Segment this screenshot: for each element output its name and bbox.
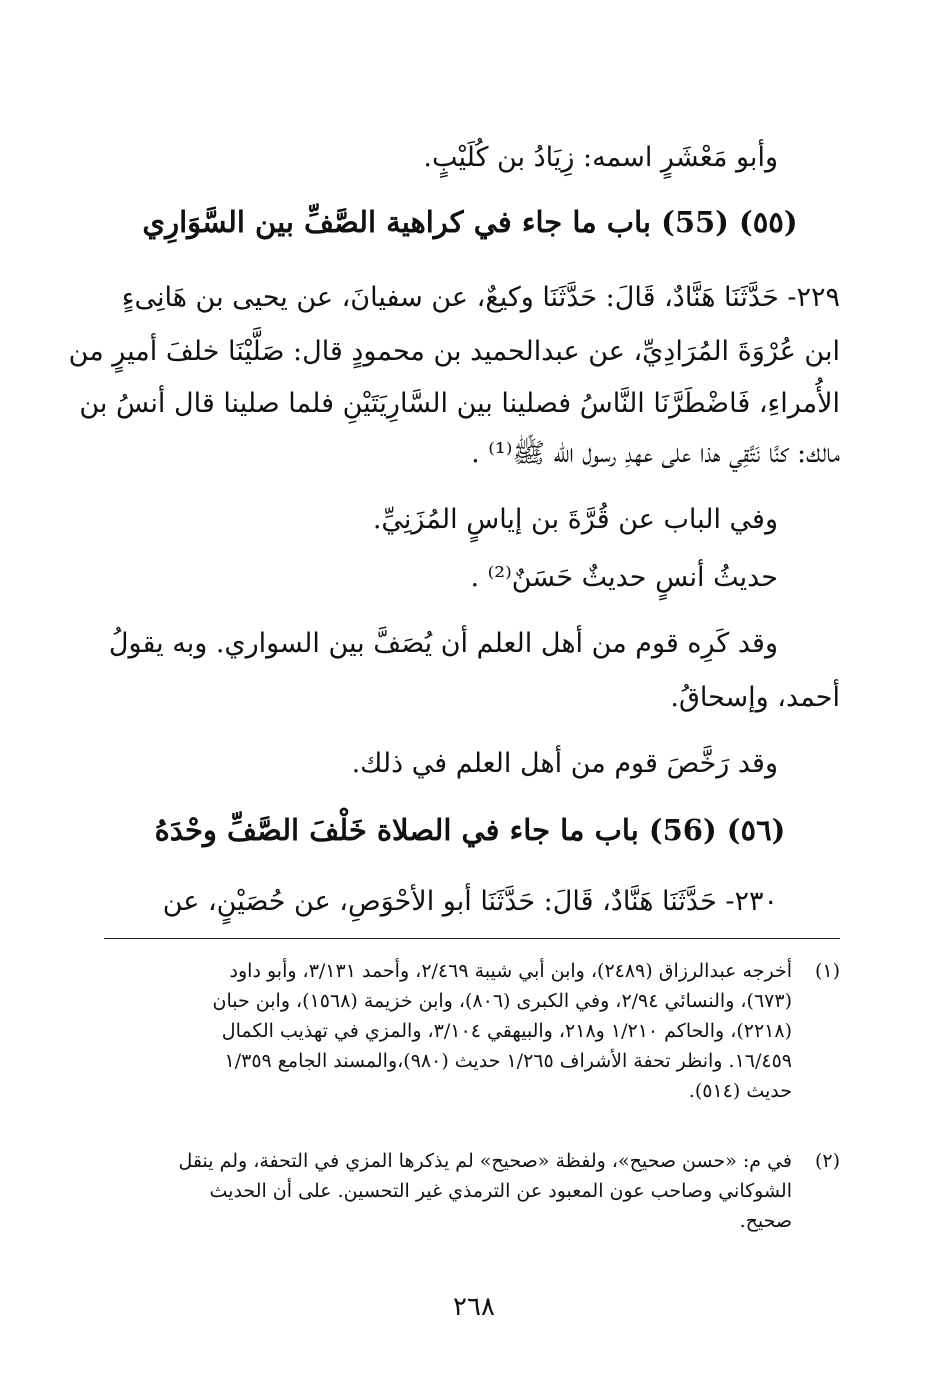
footnote-2-number: (٢) [814,1150,840,1172]
karaha-line-2: أحمد، وإسحاقُ. [670,682,840,713]
bab-line: وفي الباب عن قُرَّةَ بن إياسٍ المُزَنِيِّ. [372,504,778,535]
footnote-2-line-3: صحيح. [739,1210,792,1232]
footnote-2 [100,1146,840,1236]
chapter-55-heading: (٥٥) (55) باب ما جاء في كراهية الصَّفِّ بين السَّوَارِي [142,205,798,239]
footnote-divider [104,938,840,939]
footnote-2-line-1: في م: «حسن صحيح»، ولفظة «صحيح» لم يذكرها المزي في التحفة، ولم ينقل [178,1150,792,1172]
footnote-1-line-1: أخرجه عبدالرزاق (٢٤٨٩)، وابن أبي شيبة ٢/٤٦٩، وأحمد ٣/١٣١، وأبو داود [229,960,792,982]
page-number: ٢٦٨ [453,1292,495,1322]
chapter-56-heading: (٥٦) (56) باب ما جاء في الصلاة خَلْفَ الصَّفِّ وحْدَهُ [154,813,786,847]
footnote-1-line-4: ١٦/٤٥٩. وانظر تحفة الأشراف ١/٢٦٥ حديث (٩٨٠)،والمسند الجامع ١/٣٥٩ [224,1050,792,1072]
intro-line: وأبو مَعْشَرٍ اسمه: زِيَادُ بن كُلَيْبٍ. [423,142,778,173]
rukhsa-line: وقد رَخَّصَ قوم من أهل العلم في ذلك. [351,748,778,779]
hadith-229-line-1: ٢٢٩- حَدَّثَنَا هَنَّادٌ، قَالَ: حَدَّثَنَا وكيعٌ، عن سفيانَ، عن يحيى بن هَانِىءٍ [121,282,840,313]
hadith-229-line-4: مالك: كنَّا نَتَّقِي هذا على عهدِ رسول الله ﷺ⁽¹⁾ . [471,438,840,469]
hadith-230-line-1: ٢٣٠- حَدَّثَنَا هَنَّادٌ، قَالَ: حَدَّثَنَا أبو الأحْوَصِ، عن حُصَيْنٍ، عن [162,886,778,917]
hadith-229-line-3: الأُمراءِ، فَاضْطَرَّنَا النَّاسُ فصلينا بين السَّارِيَتَيْنِ فلما صلينا قال أنسُ بن [79,388,840,419]
grade-line: حديثُ أنسٍ حديثٌ حَسَنٌ⁽²⁾ . [470,562,778,593]
hadith-229-line-2: ابن عُرْوَةَ المُرَادِيِّ، عن عبدالحميد بن محمودٍ قال: صَلَّيْنَا خلفَ أميرٍ من [68,336,840,367]
footnote-1-line-2: (٦٧٣)، والنسائي ٢/٩٤، وفي الكبرى (٨٠٦)، وابن خزيمة (١٥٦٨)، وابن حبان [212,990,792,1012]
footnote-1-line-3: (٢٢١٨)، والحاكم ١/٢١٠ و٢١٨، والبيهقي ٣/١٠٤، والمزي في تهذيب الكمال [221,1020,792,1042]
footnote-1-number: (١) [814,960,840,982]
footnote-1 [100,956,840,1106]
footnote-1-line-5: حديث (٥١٤). [688,1080,792,1102]
karaha-line-1: وقد كَرِه قوم من أهل العلم أن يُصَفَّ بين السواري. وبه يقولُ [108,628,778,659]
footnote-2-line-2: الشوكاني وصاحب عون المعبود عن الترمذي غير التحسين. على أن الحديث [209,1180,792,1202]
